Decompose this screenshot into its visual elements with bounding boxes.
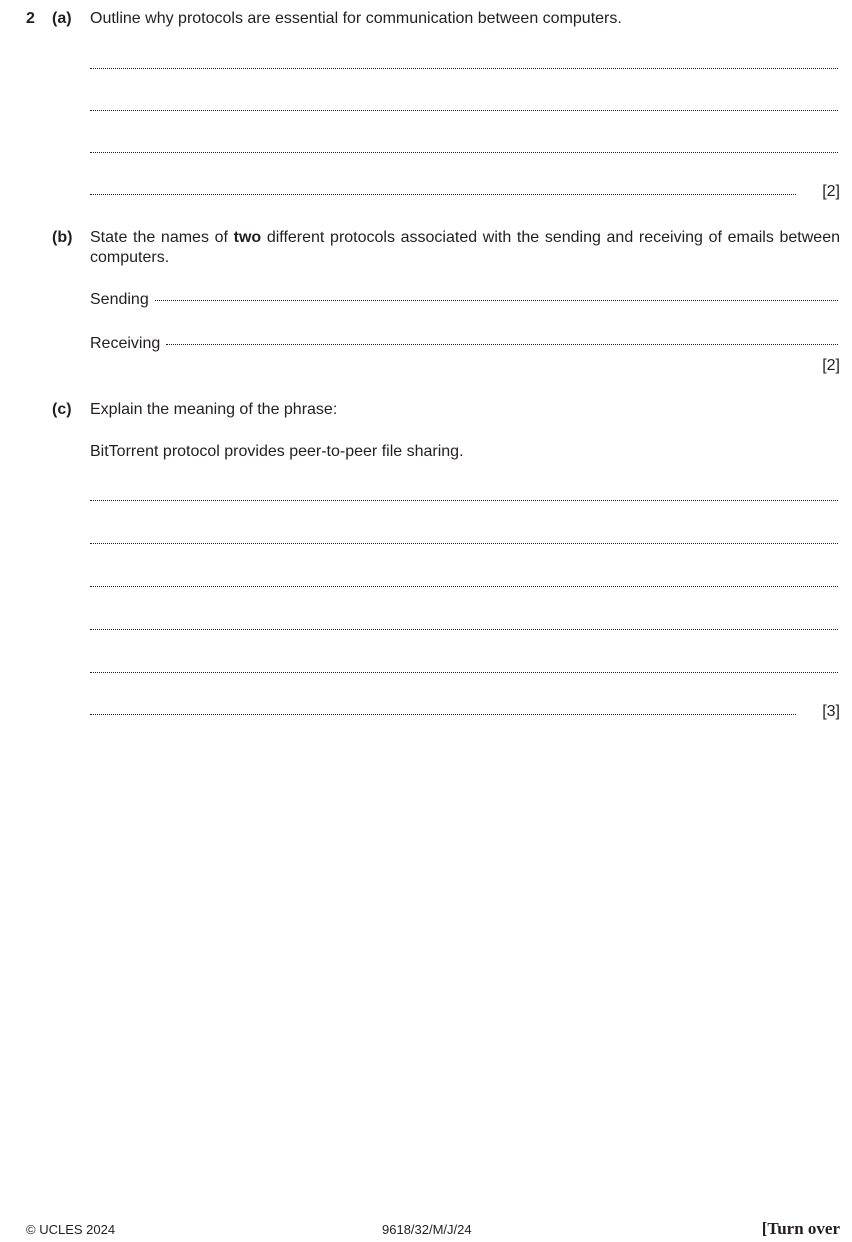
answer-line[interactable] xyxy=(90,500,838,501)
answer-line[interactable] xyxy=(90,194,796,195)
receiving-label: Receiving xyxy=(90,335,161,352)
part-c-question-text: Explain the meaning of the phrase: xyxy=(90,401,338,418)
part-a-label: (a) xyxy=(52,10,72,27)
part-b-text-start: State the names of xyxy=(90,229,234,246)
part-b-emphasis: two xyxy=(233,229,262,246)
part-b-label: (b) xyxy=(52,229,73,246)
part-a-question-text: Outline why protocols are essential for communication between computers. xyxy=(90,10,622,27)
paper-code: 9618/32/M/J/24 xyxy=(382,1222,472,1237)
question-number: 2 xyxy=(26,10,35,27)
answer-line[interactable] xyxy=(90,629,838,630)
answer-line[interactable] xyxy=(90,714,796,715)
sending-answer-line[interactable] xyxy=(155,300,838,301)
copyright-notice: © UCLES 2024 xyxy=(26,1222,116,1237)
part-b-text-end: different protocols associated with the sending and receiving of emails between computers. xyxy=(90,229,841,266)
answer-line[interactable] xyxy=(90,586,838,587)
answer-line[interactable] xyxy=(90,110,838,111)
answer-line[interactable] xyxy=(90,543,838,544)
part-c-phrase: BitTorrent protocol provides peer-to-peer file sharing. xyxy=(90,443,464,460)
part-c-label: (c) xyxy=(52,401,72,418)
sending-answer-row xyxy=(90,290,838,310)
receiving-answer-row xyxy=(90,334,838,354)
part-a-marks: [2] xyxy=(822,183,840,200)
answer-line[interactable] xyxy=(90,68,838,69)
turn-over-notice: [Turn over xyxy=(761,1219,840,1238)
sending-label: Sending xyxy=(90,291,149,308)
part-b-marks: [2] xyxy=(822,357,840,374)
part-b-question-text xyxy=(90,228,840,268)
answer-line[interactable] xyxy=(90,672,838,673)
part-c-marks: [3] xyxy=(822,703,840,720)
answer-line[interactable] xyxy=(90,152,838,153)
receiving-answer-line[interactable] xyxy=(166,344,838,345)
